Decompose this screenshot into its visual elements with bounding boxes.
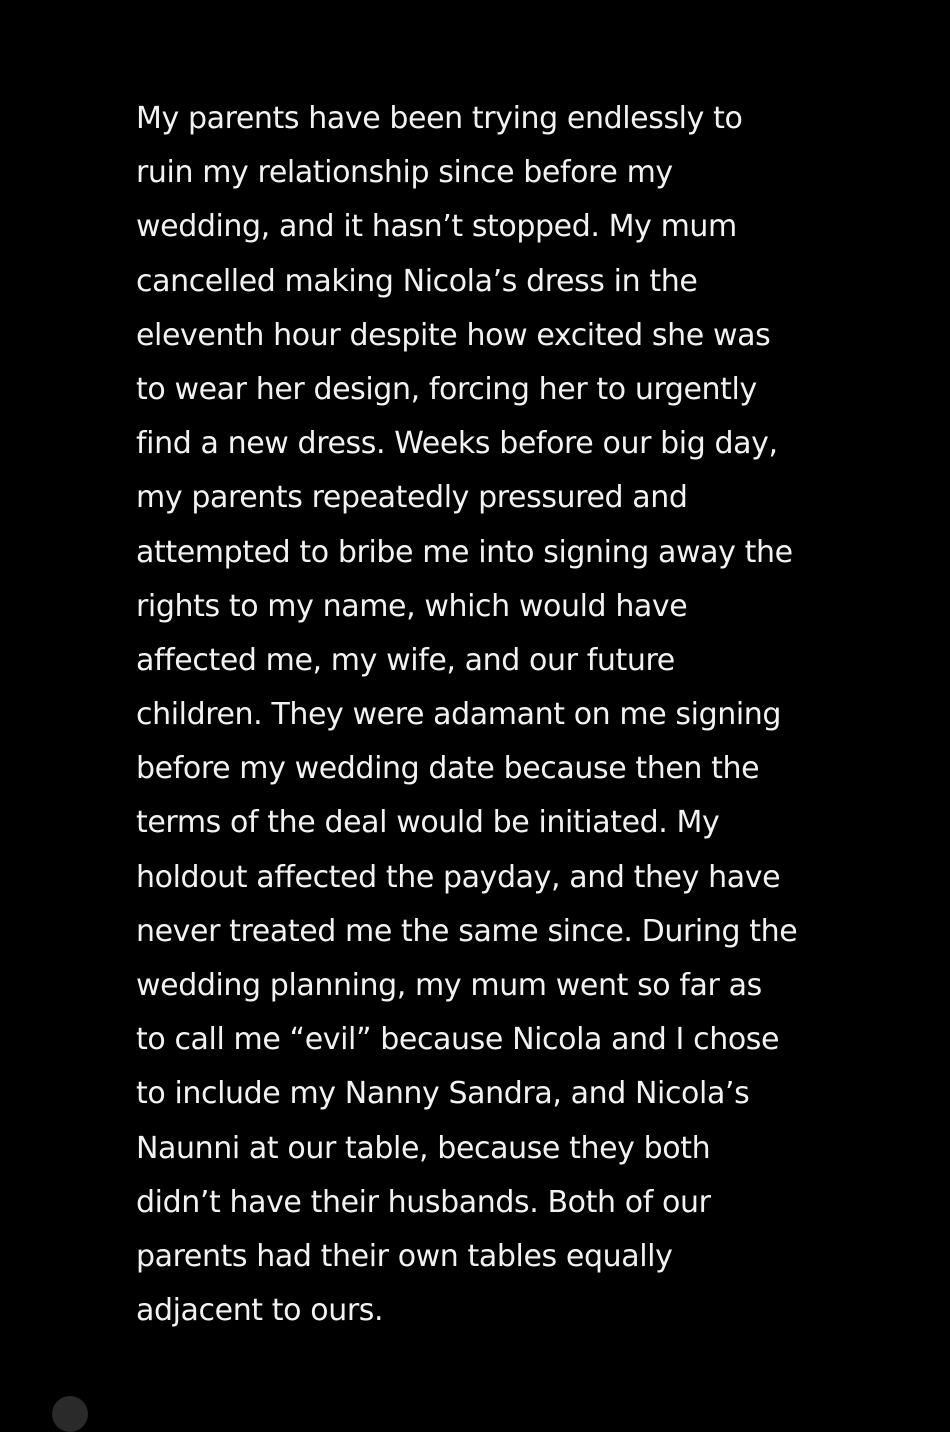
text-line: my parents repeatedly pressured and xyxy=(136,480,688,516)
text-line: to include my Nanny Sandra, and Nicola’s xyxy=(136,1076,750,1112)
statement-text xyxy=(136,92,926,1338)
text-line: didn’t have their husbands. Both of our xyxy=(136,1184,711,1220)
text-line: parents had their own tables equally xyxy=(136,1238,673,1274)
text-line: never treated me the same since. During the xyxy=(136,913,798,949)
text-line: before my wedding date because then the xyxy=(136,751,760,787)
text-line: rights to my name, which would have xyxy=(136,588,688,624)
text-line: to call me “evil” because Nicola and I chose xyxy=(136,1022,780,1058)
text-line: ruin my relationship since before my xyxy=(136,155,673,191)
text-line: cancelled making Nicola’s dress in the xyxy=(136,263,698,299)
text-line: attempted to bribe me into signing away the xyxy=(136,534,793,570)
text-line: children. They were adamant on me signing xyxy=(136,697,782,733)
text-line: eleventh hour despite how excited she was xyxy=(136,317,771,353)
text-line: wedding, and it hasn’t stopped. My mum xyxy=(136,209,737,245)
text-line: to wear her design, forcing her to urgently xyxy=(136,371,757,407)
text-line: wedding planning, my mum went so far as xyxy=(136,968,762,1003)
text-line: My parents have been trying endlessly to xyxy=(136,101,743,136)
text-line: holdout affected the payday, and they have xyxy=(136,859,781,895)
text-line: affected me, my wife, and our future xyxy=(136,642,675,678)
text-line: terms of the deal would be initiated. My xyxy=(136,805,720,841)
corner-circle-icon xyxy=(52,1396,88,1432)
text-line: find a new dress. Weeks before our big day, xyxy=(136,426,778,462)
text-line: Naunni at our table, because they both xyxy=(136,1130,711,1166)
text-line: adjacent to ours. xyxy=(136,1293,384,1329)
